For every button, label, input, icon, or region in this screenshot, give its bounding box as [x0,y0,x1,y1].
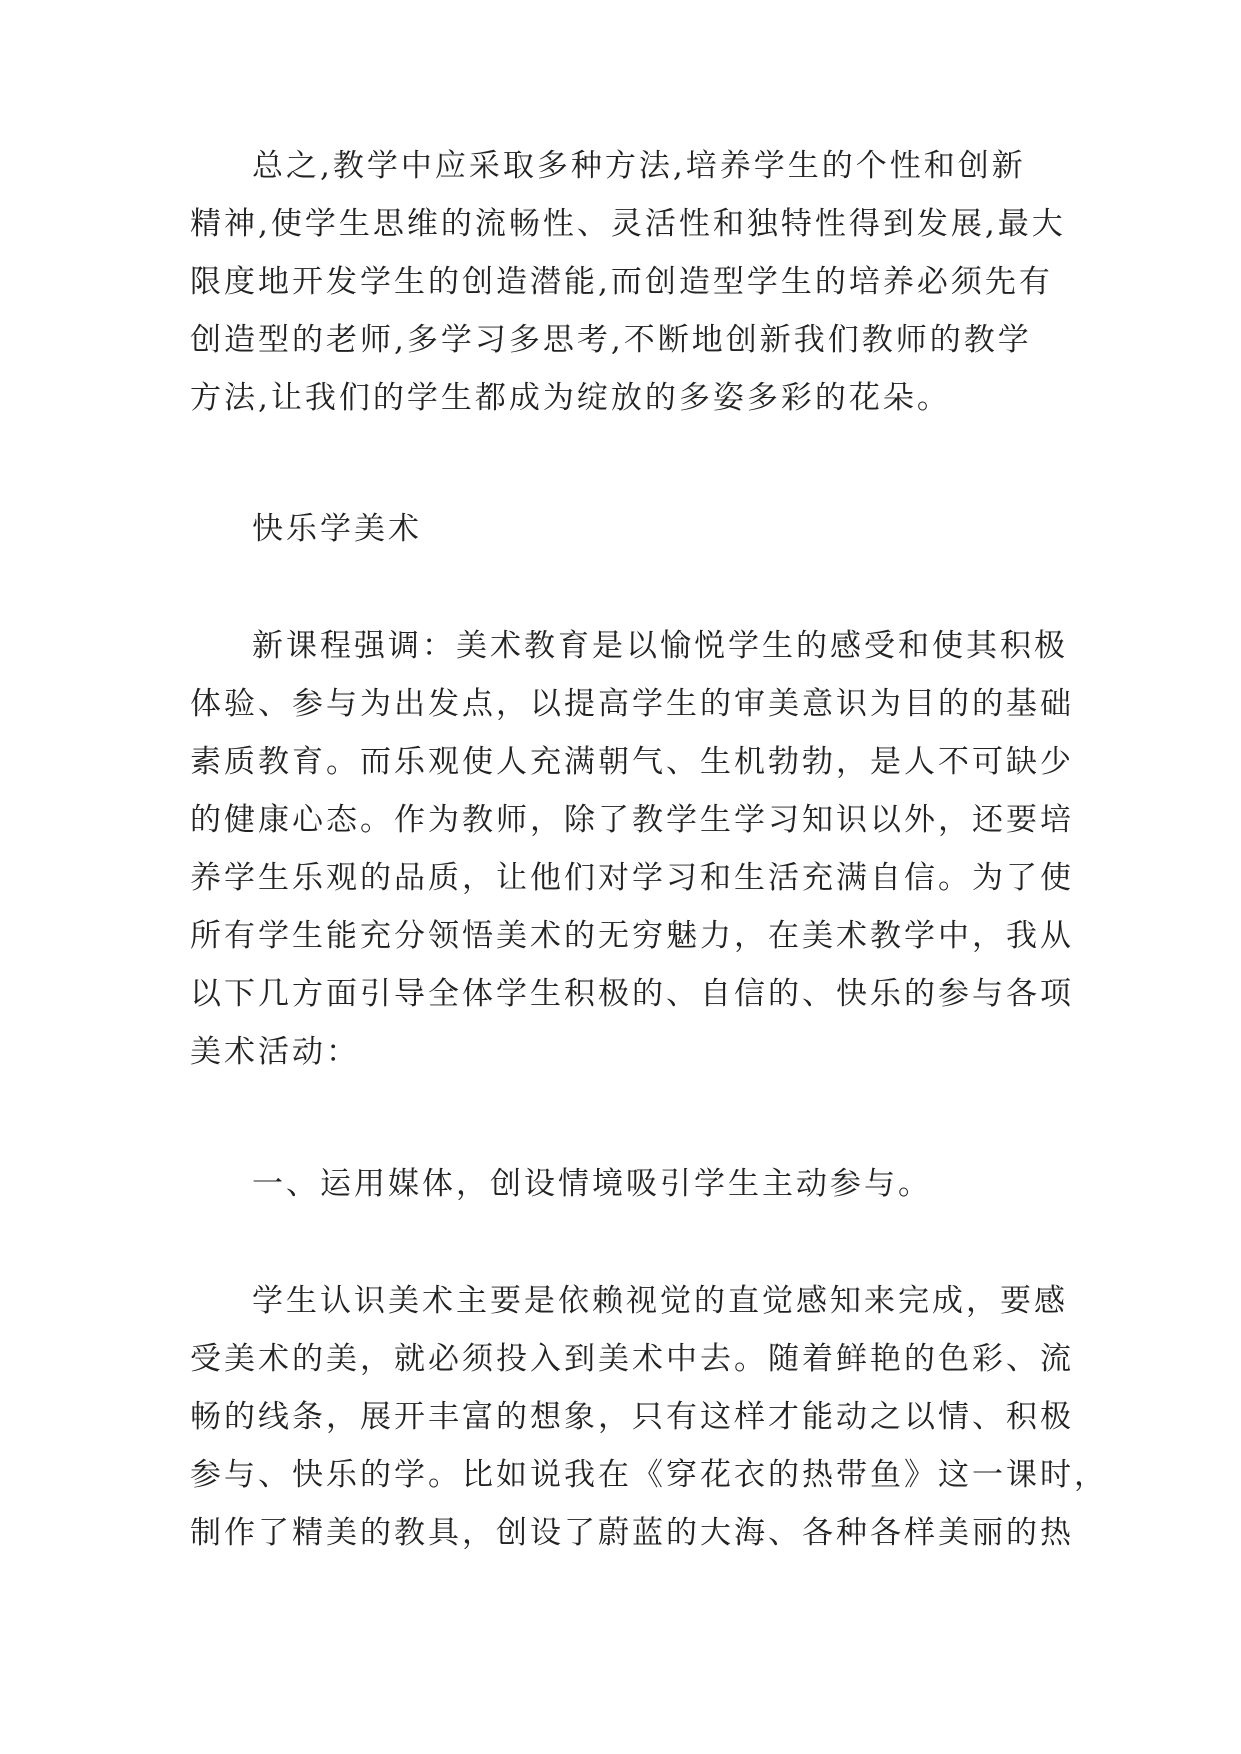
text-line: 创造型的老师,多学习多思考,不断地创新我们教师的教学 [190,322,1032,358]
text-line: 畅的线条，展开丰富的想象，只有这样才能动之以情、积极 [190,1399,1074,1435]
text-line: 参与、快乐的学。比如说我在《穿花衣的热带鱼》这一课时， [190,1457,1108,1493]
text-line: 学生认识美术主要是依赖视觉的直觉感知来完成，要感 [252,1283,1068,1319]
text-line: 所有学生能充分领悟美术的无穷魅力，在美术教学中，我从 [190,918,1074,954]
text-line: 以下几方面引导全体学生积极的、自信的、快乐的参与各项 [190,976,1074,1012]
paragraph-new-curriculum [190,617,1074,1081]
section-heading [190,500,1050,558]
text-line: 精神,使学生思维的流畅性、灵活性和独特性得到发展,最大 [190,206,1066,242]
section-item-text: 一、运用媒体，创设情境吸引学生主动参与。 [252,1166,932,1202]
text-line: 受美术的美，就必须投入到美术中去。随着鲜艳的色彩、流 [190,1341,1074,1377]
text-line: 新课程强调：美术教育是以愉悦学生的感受和使其积极 [252,628,1068,664]
text-line: 体验、参与为出发点，以提高学生的审美意识为目的的基础 [190,686,1074,722]
text-line: 总之,教学中应采取多种方法,培养学生的个性和创新 [252,148,1026,184]
text-line: 美术活动： [190,1034,360,1070]
paragraph-summary [190,137,1066,427]
heading-text: 快乐学美术 [252,511,422,547]
section-item-one [190,1155,1050,1213]
text-line: 素质教育。而乐观使人充满朝气、生机勃勃，是人不可缺少 [190,744,1074,780]
text-line: 的健康心态。作为教师，除了教学生学习知识以外，还要培 [190,802,1074,838]
text-line: 方法,让我们的学生都成为绽放的多姿多彩的花朵。 [190,380,951,416]
text-line: 限度地开发学生的创造潜能,而创造型学生的培养必须先有 [190,264,1053,300]
text-line: 养学生乐观的品质，让他们对学习和生活充满自信。为了使 [190,860,1074,896]
paragraph-visual-perception [190,1272,1108,1562]
text-line: 制作了精美的教具，创设了蔚蓝的大海、各种各样美丽的热 [190,1515,1074,1551]
